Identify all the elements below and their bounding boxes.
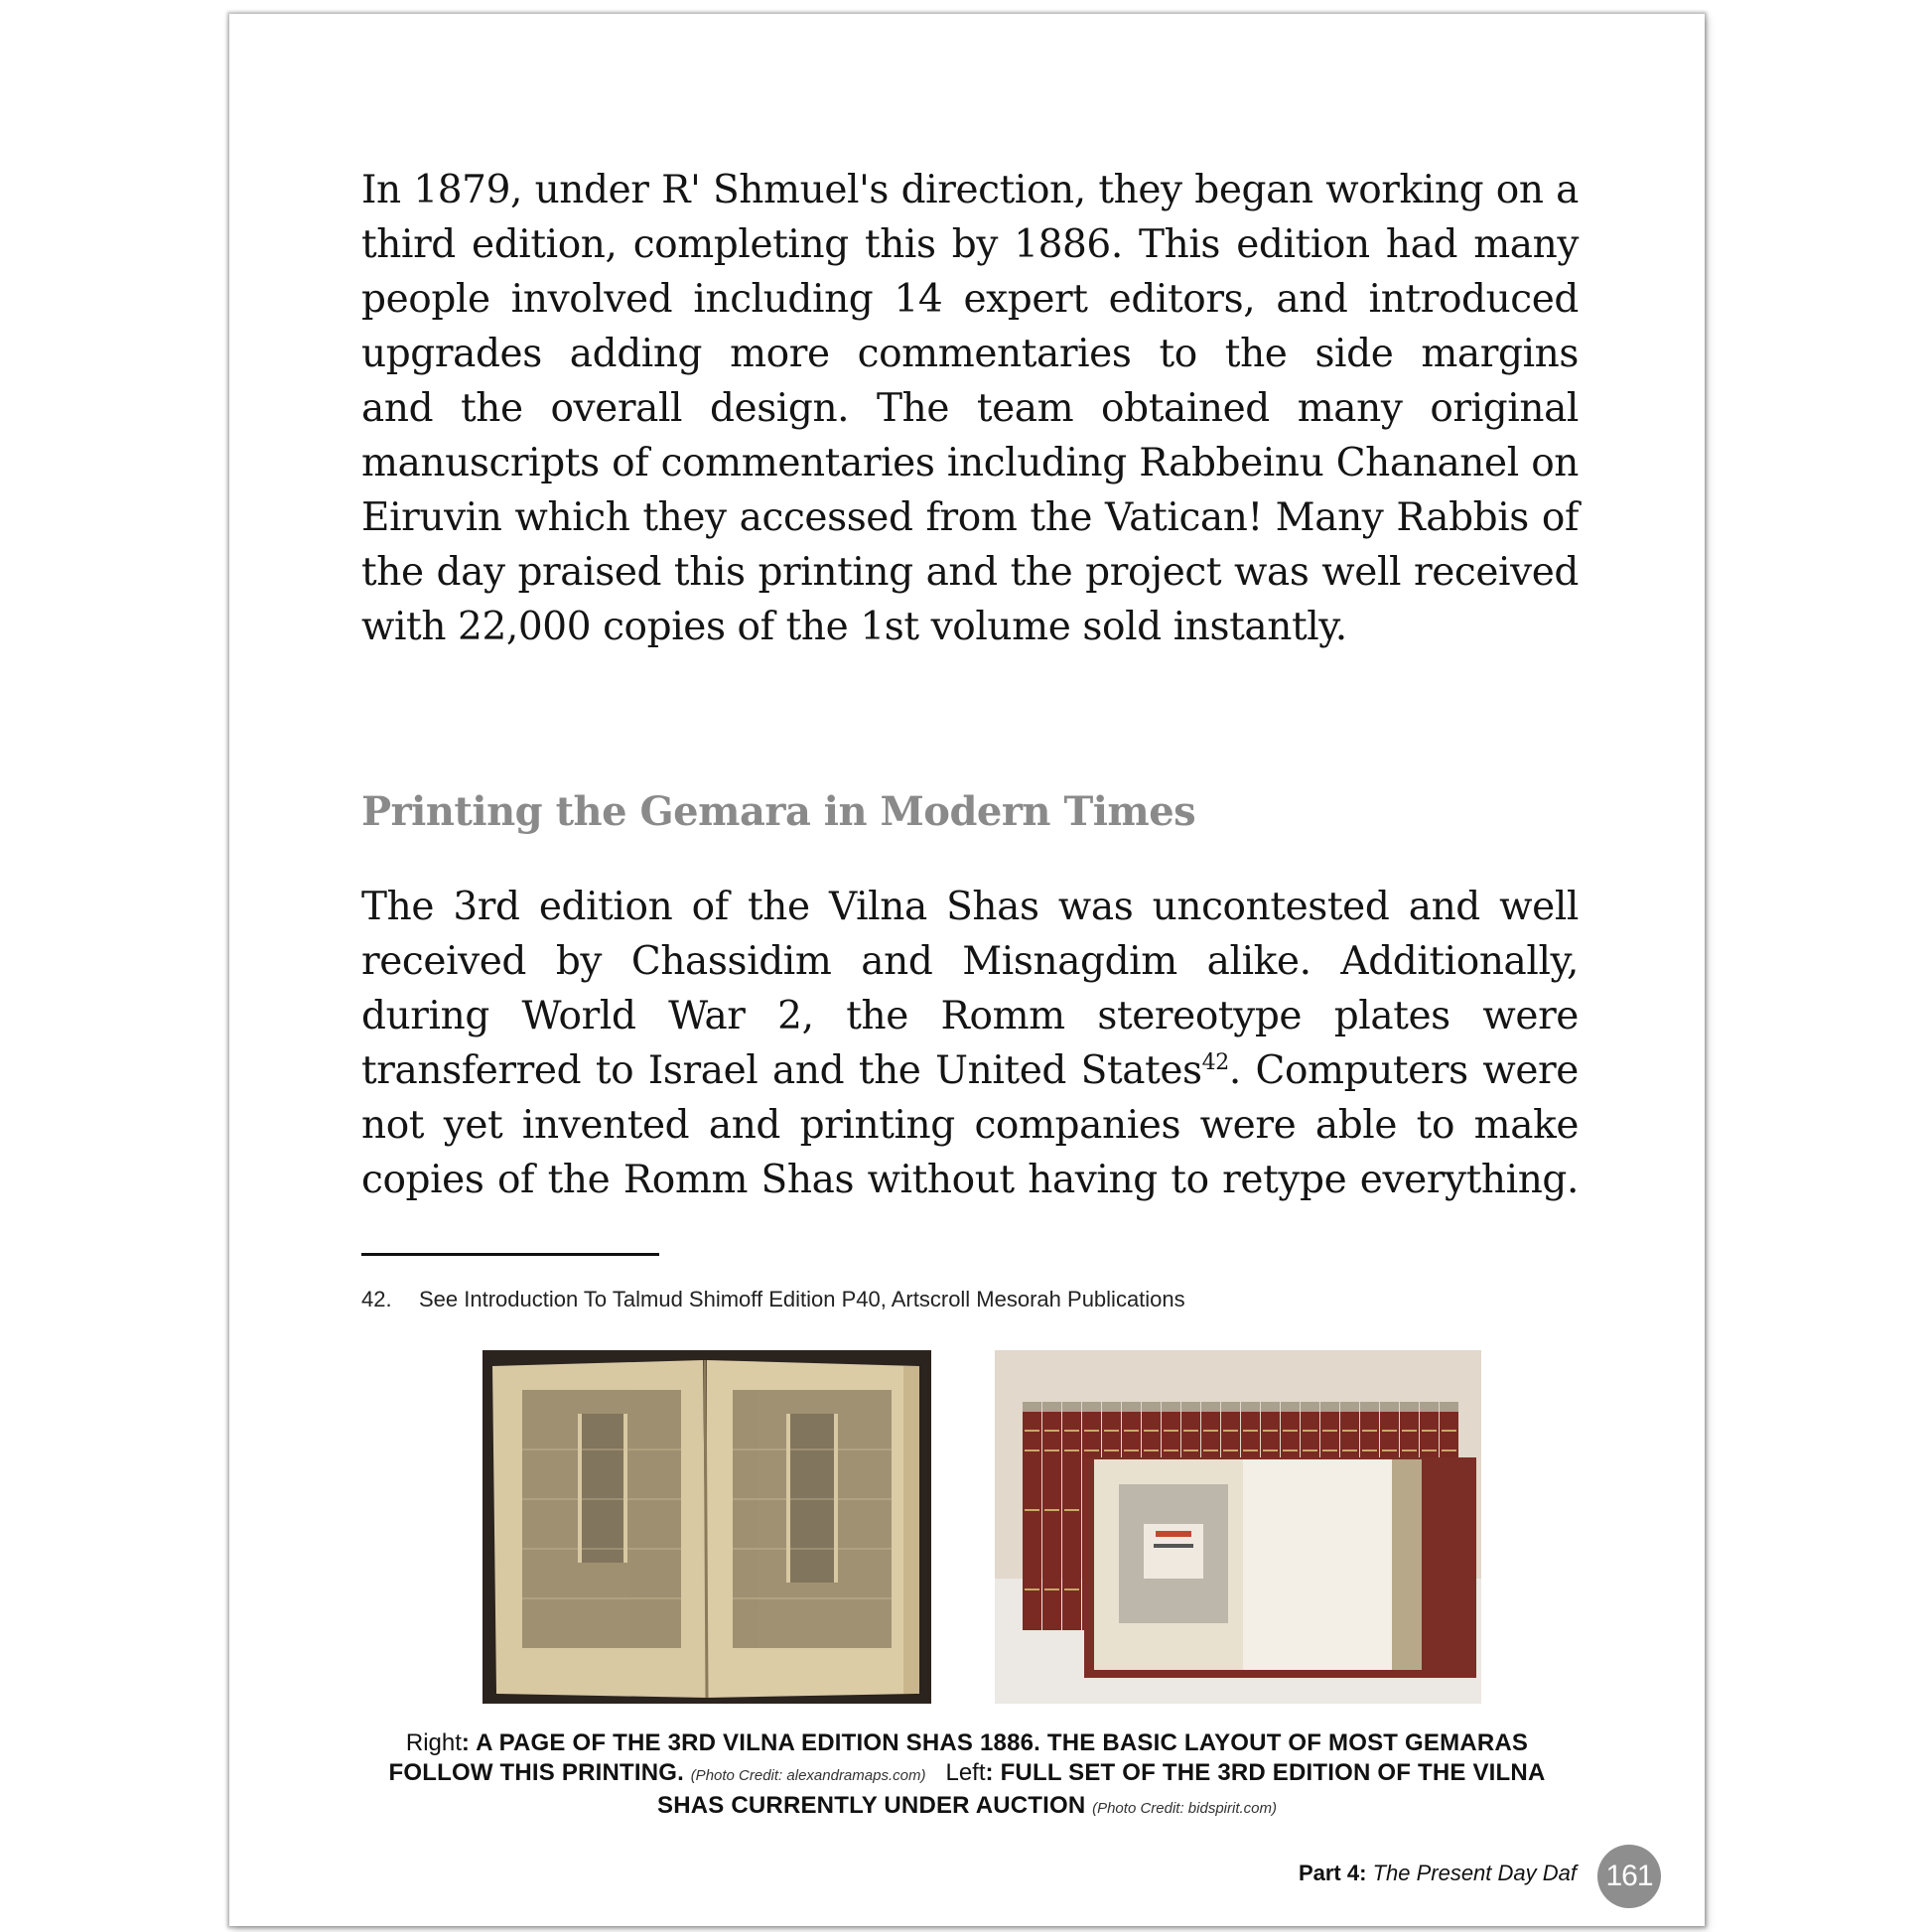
book-top-edge: [1082, 1402, 1101, 1412]
spine-gilt-band: [1203, 1449, 1218, 1451]
text-line: people involved including 14 expert editors, and introduced: [361, 277, 1579, 322]
text-line: manuscripts of commentaries including Rabbeinu Chananel on: [361, 441, 1579, 485]
spine-gilt-band: [1362, 1430, 1377, 1432]
spine-gilt-band: [1025, 1449, 1039, 1451]
spine-gilt-band: [1263, 1430, 1278, 1432]
spine-gilt-band: [1044, 1588, 1059, 1590]
book-top-edge: [1440, 1402, 1458, 1412]
figure-caption: [383, 1728, 1551, 1824]
spine-gilt-band: [1382, 1449, 1397, 1451]
text-line: third edition, completing this by 1886. This edition had many: [361, 222, 1579, 267]
book-top-edge: [1241, 1402, 1260, 1412]
caption-left-credit: (Photo Credit: bidspirit.com): [1092, 1800, 1277, 1817]
photo-open-gemara-page: [483, 1350, 931, 1704]
spine-gilt-band: [1442, 1449, 1456, 1451]
book-top-edge: [1261, 1402, 1280, 1412]
caption-right-credit: (Photo Credit: alexandramaps.com): [690, 1767, 926, 1784]
spine-gilt-band: [1025, 1430, 1039, 1432]
book-top-edge: [1162, 1402, 1180, 1412]
book-top-edge: [1400, 1402, 1419, 1412]
caption-right-label: Right: [405, 1729, 462, 1756]
caption-right-text: : A PAGE OF THE 3RD VILNA EDITION SHAS 1886. THE BASIC LAYOUT OF MOST GEMARAS FOLLOW THIS PRINTING.: [388, 1729, 1529, 1786]
book-top-edge: [1360, 1402, 1379, 1412]
spine-gilt-band: [1144, 1430, 1159, 1432]
text-line: during World War 2, the Romm stereotype plates were: [361, 994, 1579, 1038]
book-top-edge: [1221, 1402, 1240, 1412]
spine-gilt-band: [1104, 1430, 1119, 1432]
spine-gilt-band: [1044, 1449, 1059, 1451]
book-spine: [1042, 1412, 1061, 1630]
text-line: the day praised this printing and the project was well received: [361, 550, 1579, 595]
spine-gilt-band: [1223, 1449, 1238, 1451]
text-line: not yet invented and printing companies were able to make: [361, 1103, 1579, 1148]
spine-gilt-band: [1124, 1430, 1139, 1432]
text-segment: transferred to Israel and the United States: [361, 1048, 1202, 1093]
spine-gilt-band: [1342, 1449, 1357, 1451]
spine-gilt-band: [1283, 1430, 1298, 1432]
spine-gilt-band: [1243, 1430, 1258, 1432]
spine-gilt-band: [1064, 1449, 1079, 1451]
text-line: upgrades adding more commentaries to the side margins: [361, 332, 1579, 376]
book-spine: [1062, 1412, 1081, 1630]
spine-gilt-band: [1064, 1509, 1079, 1511]
spine-gilt-band: [1025, 1588, 1039, 1590]
spine-gilt-band: [1144, 1449, 1159, 1451]
book-spine: [1023, 1412, 1041, 1630]
paragraph-modern-times: [361, 880, 1579, 1207]
text-line: with 22,000 copies of the 1st volume sold instantly.: [361, 605, 1347, 649]
text-line: received by Chassidim and Misnagdim alike. Additionally,: [361, 939, 1579, 984]
book-set-illustration: [995, 1350, 1481, 1704]
caption-left-text: : FULL SET OF THE 3RD EDITION OF THE VILNA SHAS CURRENTLY UNDER AUCTION: [657, 1759, 1546, 1819]
spine-gilt-band: [1164, 1430, 1178, 1432]
book-top-edge: [1102, 1402, 1121, 1412]
spine-gilt-band: [1104, 1449, 1119, 1451]
spine-gilt-band: [1322, 1430, 1337, 1432]
spine-gilt-band: [1164, 1449, 1178, 1451]
book-top-edge: [1023, 1402, 1041, 1412]
spine-gilt-band: [1263, 1449, 1278, 1451]
book-top-edge: [1142, 1402, 1161, 1412]
paragraph-vilna-third-edition: [361, 163, 1579, 654]
spine-gilt-band: [1422, 1449, 1437, 1451]
spine-gilt-band: [1283, 1449, 1298, 1451]
spine-gilt-band: [1402, 1449, 1417, 1451]
part-label: Part 4:: [1298, 1861, 1367, 1885]
book-top-edge: [1122, 1402, 1141, 1412]
spine-gilt-band: [1183, 1449, 1198, 1451]
spine-gilt-band: [1044, 1509, 1059, 1511]
book-top-edge: [1062, 1402, 1081, 1412]
spine-gilt-band: [1243, 1449, 1258, 1451]
running-footer: [1299, 1861, 1577, 1886]
text-line: copies of the Romm Shas without having to retype everything.: [361, 1158, 1579, 1202]
spine-gilt-band: [1064, 1430, 1079, 1432]
footnote-text: See Introduction To Talmud Shimoff Edition P40, Artscroll Mesorah Publications: [419, 1287, 1185, 1311]
caption-left-label: Left: [945, 1759, 986, 1786]
spine-gilt-band: [1124, 1449, 1139, 1451]
book-top-edge: [1042, 1402, 1061, 1412]
spine-gilt-band: [1203, 1430, 1218, 1432]
open-book-illustration: [483, 1350, 931, 1704]
spine-gilt-band: [1303, 1449, 1317, 1451]
book-top-edge: [1320, 1402, 1339, 1412]
page-number-badge: 161: [1597, 1845, 1661, 1908]
spine-gilt-band: [1025, 1509, 1039, 1511]
spine-gilt-band: [1084, 1449, 1099, 1451]
book-top-edge: [1201, 1402, 1220, 1412]
text-line: [361, 1043, 1579, 1098]
spine-gilt-band: [1342, 1430, 1357, 1432]
spine-gilt-band: [1064, 1588, 1079, 1590]
section-heading: Printing the Gemara in Modern Times: [361, 788, 1196, 835]
part-title: The Present Day Daf: [1372, 1861, 1577, 1885]
spine-gilt-band: [1303, 1430, 1317, 1432]
footnote-number: 42.: [361, 1287, 392, 1311]
spine-gilt-band: [1362, 1449, 1377, 1451]
book-page: [229, 14, 1705, 1926]
book-top-edge: [1420, 1402, 1439, 1412]
spine-gilt-band: [1084, 1430, 1099, 1432]
text-line: and the overall design. The team obtained many original: [361, 386, 1579, 431]
book-top-edge: [1301, 1402, 1319, 1412]
spine-gilt-band: [1223, 1430, 1238, 1432]
spine-gilt-band: [1044, 1430, 1059, 1432]
book-top-edge: [1380, 1402, 1399, 1412]
text-line: In 1879, under R' Shmuel's direction, they began working on a: [361, 168, 1579, 212]
text-line: The 3rd edition of the Vilna Shas was uncontested and well: [361, 885, 1579, 929]
spine-gilt-band: [1382, 1430, 1397, 1432]
spine-gilt-band: [1442, 1430, 1456, 1432]
text-line: Eiruvin which they accessed from the Vatican! Many Rabbis of: [361, 495, 1579, 540]
footnote-divider: [361, 1253, 659, 1256]
book-top-edge: [1340, 1402, 1359, 1412]
footnote-reference[interactable]: 42: [1201, 1050, 1229, 1075]
page-footer: [1109, 1845, 1705, 1904]
footnote: [361, 1287, 1185, 1312]
spine-gilt-band: [1422, 1430, 1437, 1432]
book-top-edge: [1181, 1402, 1200, 1412]
spine-gilt-band: [1183, 1430, 1198, 1432]
spine-gilt-band: [1402, 1430, 1417, 1432]
book-top-edge: [1281, 1402, 1300, 1412]
text-segment: . Computers were: [1228, 1048, 1579, 1093]
photo-vilna-shas-set: [995, 1350, 1481, 1704]
spine-gilt-band: [1322, 1449, 1337, 1451]
